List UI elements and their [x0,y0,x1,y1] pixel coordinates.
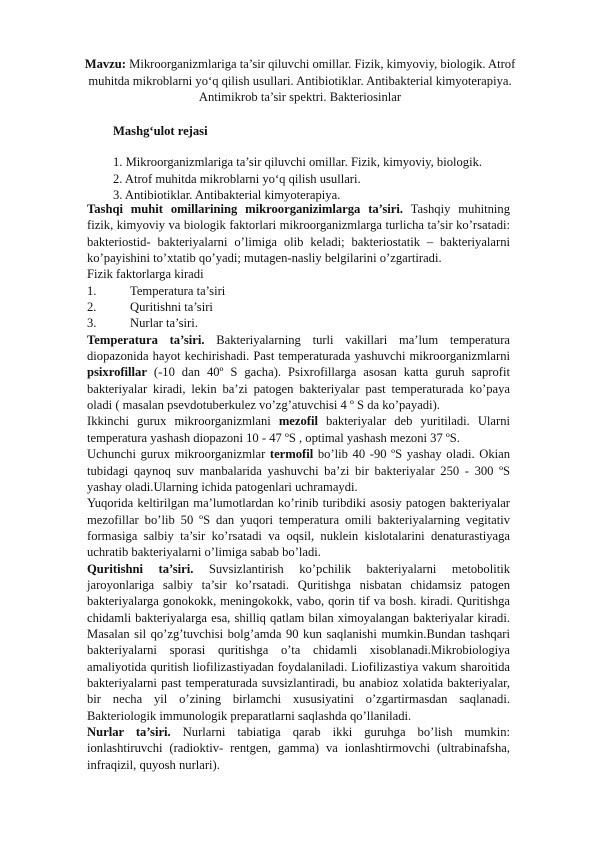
drying-paragraph [87,561,510,724]
radiation-heading: Nurlar ta’siri. [87,725,171,739]
plan-heading: Mashg‘ulot rejasi [113,124,208,138]
factor-text: Nurlar ta’siri. [130,316,198,331]
plan-list [113,154,482,204]
section-environment [87,201,510,266]
plan-item: 1. Mikroorganizmlariga ta’sir qiluvchi omillar. Fizik, kimyoviy, biologik. [113,155,483,169]
term-psychrophiles: psixrofillar [87,365,147,380]
term-mesophile: mezofil [278,414,318,429]
thermophile-paragraph [87,446,510,495]
temperature-paragraph [87,332,510,414]
drying-heading: Quritishni ta’siri. [87,561,194,576]
factor-item [87,299,510,315]
factor-number: 3. [87,316,97,331]
summary-paragraph: Yuqorida keltirilgan ma’lumotlardan ko’rinib turibdiki asosiy patogen bakteriyalar mezofillar bo’lib 50 ºS dan yuqori temperatura omili bakteriyalarning vegitativ formasiga salbiy ta’sir ko’rsatadi va oqsil, nuklein kislotalarini denaturastiyaga uchratib bakteriyalarni o’limiga sabab bo’ladi. [87,496,510,560]
plan-item: 2. Atrof muhitda mikroblarni yo‘q qilish usullari. [113,171,361,186]
topic-label: Mavzu: [84,57,126,71]
term-thermophile: termofil [269,447,314,462]
factor-item [87,315,510,331]
radiation-paragraph [87,724,510,773]
temperature-text: Bakteriyalarning turli vakillari ma’lum temperatura diopazonida hayot kechirishadi. Past temperaturada yashuvchi mikroorganizmlarni [87,332,510,364]
radiation-text: Nurlarni tabiatiga qarab ikki guruhga bo’lish mumkin: ionlashtiruvchi (radioktiv- rentgen, gamma) va ionlashtirmovchi (ultrabinafsha, infraqizil, quyosh nurlari). [87,725,510,772]
thermophile-text: Uchunchi gurux mikroorganizmlar [87,447,270,462]
factor-number: 2. [87,300,97,315]
section-environment-heading: Tashqi muhit omillarining mikroorganizimlarga ta’siri. [87,202,404,216]
temperature-heading: Temperatura ta’siri. [87,332,205,347]
factors-intro: Fizik faktorlarga kiradi [87,267,204,282]
topic-text: Mikroorganizmlariga ta’sir qiluvchi omillar. Fizik, kimyoviy, biologik. Atrof muhitda mikroblarni yo‘q qilish usullari. Antibiotiklar. Antibakterial kimyoterapiya. Antimikrob ta’sir spektri. Bakteriosinlar [88,57,516,104]
factor-number: 1. [87,283,97,298]
topic-title [84,56,516,106]
plan-item: 3. Antibiotiklar. Antibakterial kimyoterapiya. [113,188,341,202]
factor-text: Temperatura ta’siri [130,283,226,298]
mesophile-paragraph [87,413,510,446]
body-text [87,201,510,773]
temperature-text: (-10 dan 40º S gacha). Psixrofillarga asosan katta guruh saprofit bakteriyalar kiradi, lekin ba’zi patogen bakteriyalar past temperaturada ko’paya oladi ( masalan psevdotuberkulez vo’zg’atuvchisi 4 º S da ko’payadi). [87,365,510,413]
drying-text: Suvsizlantirish ko’pchilik bakteriyalarni metobolitik jaroyonlariga salbiy ta’sir ko’rsatadi. Quritishga nisbatan chidamsiz patogen bakteriyalarga gonokokk, meningokokk, vabo, qorin tif va bosh. kiradi. Quritishga chidamli bakteriyalarga esa, shilliq qatlam bilan ximoyalangan bakteriyalar kiradi. Masalan sil qo’zg’tuvchisi bolg’amda 90 kun saqlanishi mumkin.Bundan tashqari bakteriyalarni sporasi quritishga o’ta chidamli xisoblanadi.Mikrobiologiya amaliyotida quritish liofilizastiyadan foydalaniladi. Liofilizastiya vakum sharoitida bakteriyalarni past temperaturada suvsizlantiradi, bu anabioz xolatida bakteriyalar, bir necha yil o’zining birlamchi xususiyatini o’zgartirmasdan saqlanadi. Bakteriologik immunologik preparatlarni saqlashda qo’llaniladi. [87,561,511,723]
factor-item [87,283,510,299]
section-environment-text: Tashqiy muhitning fizik, kimyoviy va biologik faktorlari mikroorganizmlarga turlicha ta’sir ko’rsatadi: bakteriostid- bakteriyalarni o’limiga olib keladi; bakteriostatik – bakteriyalarni ko’payishini to’xtatib qo’yadi; mutagen-nasliy belgilarini o’zgartiradi. [87,202,510,266]
mesophile-text: Ikkinchi gurux mikroorganizmlani [87,414,279,429]
thermophile-text: bo’lib 40 -90 ºS yashay oladi. Okian tubidagi qaynoq suv manbalarida yashuvchi ba’zi bir bakteriyalar 250 - 300 ºS yashay oladi.Ularning ichida patogenlari uchramaydi. [87,447,510,494]
mesophile-text: bakteriyalar deb yuritiladi. Ularni temperatura yashash diopazoni 10 - 47 ºS , optimal yashash mezoni 37 ºS. [87,414,511,445]
factor-text: Quritishni ta’siri [130,300,213,315]
